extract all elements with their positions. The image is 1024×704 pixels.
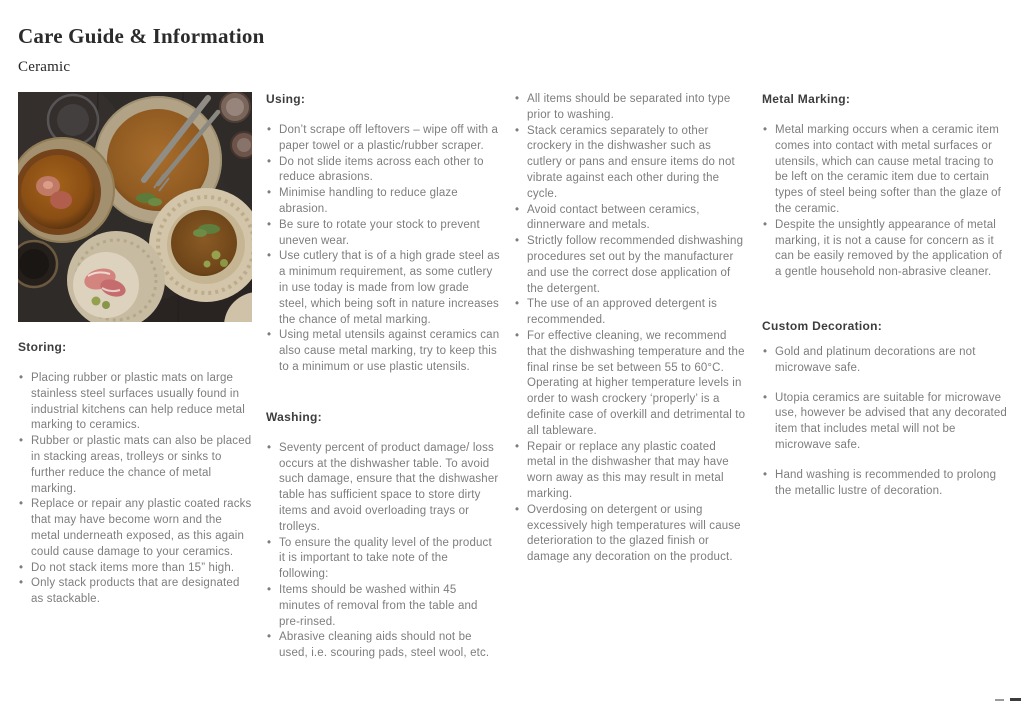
bullet-item: • Abrasive cleaning aids should not be used, i.e. scouring pads, steel wool, etc. [266, 630, 500, 662]
page-corner-mark [1010, 698, 1021, 701]
using-bullet-list [266, 123, 500, 376]
bullet-item: • Overdosing on detergent or using excessively high temperatures will cause deterioration to the glazed finish or damage any decoration on the product. [514, 503, 748, 566]
bullet-item: • Strictly follow recommended dishwashing procedures set out by the manufacturer and use the correct dose application of the detergent. [514, 234, 748, 297]
ceramic-tableware-photo [18, 92, 252, 322]
tableware-photo-graphic [18, 92, 252, 322]
washing-bullet-list [266, 441, 500, 662]
bullet-item: • Using metal utensils against ceramics can also cause metal marking, try to keep this to a minimum or use plastic utensils. [266, 328, 500, 375]
section-storing [18, 340, 252, 608]
washing-continued-bullet-list [514, 92, 748, 566]
bullet-item: • Do not slide items across each other to reduce abrasions. [266, 155, 500, 187]
metal-marking-bullet-list [762, 123, 1008, 281]
bullet-item: • Minimise handling to reduce glaze abrasion. [266, 186, 500, 218]
bullet-item: • Replace or repair any plastic coated racks that may have become worn and the metal underneath exposed, as this again could cause damage to your ceramics. [18, 497, 252, 560]
bullet-item: • Placing rubber or plastic mats on large stainless steel surfaces usually found in industrial kitchens can help reduce metal marking to ceramics. [18, 371, 252, 434]
section-using [266, 92, 500, 376]
column-metal-custom [762, 92, 1008, 662]
bullet-item: • Don’t scrape off leftovers – wipe off with a paper towel or a plastic/rubber scraper. [266, 123, 500, 155]
custom-decoration-heading: Custom Decoration: [762, 318, 883, 333]
bullet-item: • Despite the unsightly appearance of metal marking, it is not a cause for concern as it can be easily removed by the application of a gentle household non-abrasive cleaner. [762, 218, 1008, 281]
bullet-item: • Items should be washed within 45 minutes of removal from the table and pre-rinsed. [266, 583, 500, 630]
section-metal-marking [762, 92, 1008, 281]
bullet-item: • Hand washing is recommended to prolong the metallic lustre of decoration. [762, 468, 1008, 500]
using-heading: Using: [266, 92, 306, 106]
section-washing [266, 410, 500, 662]
storing-heading: Storing: [18, 340, 67, 354]
metal-marking-heading: Metal Marking: [762, 92, 851, 106]
column-using-washing [266, 92, 500, 662]
bullet-item: • Repair or replace any plastic coated metal in the dishwasher that may have worn away as this may result in metal marking. [514, 440, 748, 503]
storing-bullet-list [18, 371, 252, 608]
washing-heading: Washing: [266, 409, 322, 424]
bullet-item: • For effective cleaning, we recommend that the dishwashing temperature and the final rinse be set between 55 to 60°C. Operating at higher temperature levels in order to wash crockery ‘properly’ is a definite case of overkill and detrimental to all tableware. [514, 329, 748, 440]
section-custom-decoration [762, 319, 1008, 499]
column-storing [18, 92, 252, 662]
bullet-item: • All items should be separated into type prior to washing. [514, 92, 748, 124]
page-title: Care Guide & Information [18, 24, 265, 48]
content-columns [18, 92, 1008, 662]
bullet-item: • Seventy percent of product damage/ loss occurs at the dishwasher table. To avoid such damage, ensure that the dishwasher table has sufficient space to store dirty items and avoid overloading trays or trolleys. [266, 441, 500, 536]
bullet-item: • The use of an approved detergent is recommended. [514, 297, 748, 329]
section-washing-continued [514, 92, 748, 566]
bullet-item: • Be sure to rotate your stock to prevent uneven wear. [266, 218, 500, 250]
bullet-item: • Avoid contact between ceramics, dinnerware and metals. [514, 203, 748, 235]
bullet-item: • Metal marking occurs when a ceramic item comes into contact with metal surfaces or utensils, which can cause metal tracing to be left on the ceramic item due to certain types of steel being softer than the glaze of the ceramic. [762, 123, 1008, 218]
bullet-item: • Rubber or plastic mats can also be placed in stacking areas, trolleys or sinks to further reduce the chance of metal marking. [18, 434, 252, 497]
bullet-item: • Stack ceramics separately to other crockery in the dishwasher such as cutlery or pans and ensure items do not vibrate against each other during the cycle. [514, 124, 748, 203]
bullet-item: • Do not stack items more than 15” high. [18, 561, 252, 577]
bullet-item: • To ensure the quality level of the product it is important to take note of the following: [266, 536, 500, 583]
bullet-item: • Utopia ceramics are suitable for microwave use, however be advised that any decorated item that includes metal will not be microwave safe. [762, 391, 1008, 454]
bullet-item: • Use cutlery that is of a high grade steel as a minimum requirement, as some cutlery in use today is made from low grade steel, which being soft in nature increases the chance of metal marking. [266, 249, 500, 328]
custom-decoration-bullet-list [762, 345, 1008, 499]
bullet-item: • Only stack products that are designated as stackable. [18, 576, 252, 608]
bullet-item: • Gold and platinum decorations are not microwave safe. [762, 345, 1008, 377]
column-washing-continued [514, 92, 748, 662]
page-subtitle: Ceramic [18, 59, 71, 75]
